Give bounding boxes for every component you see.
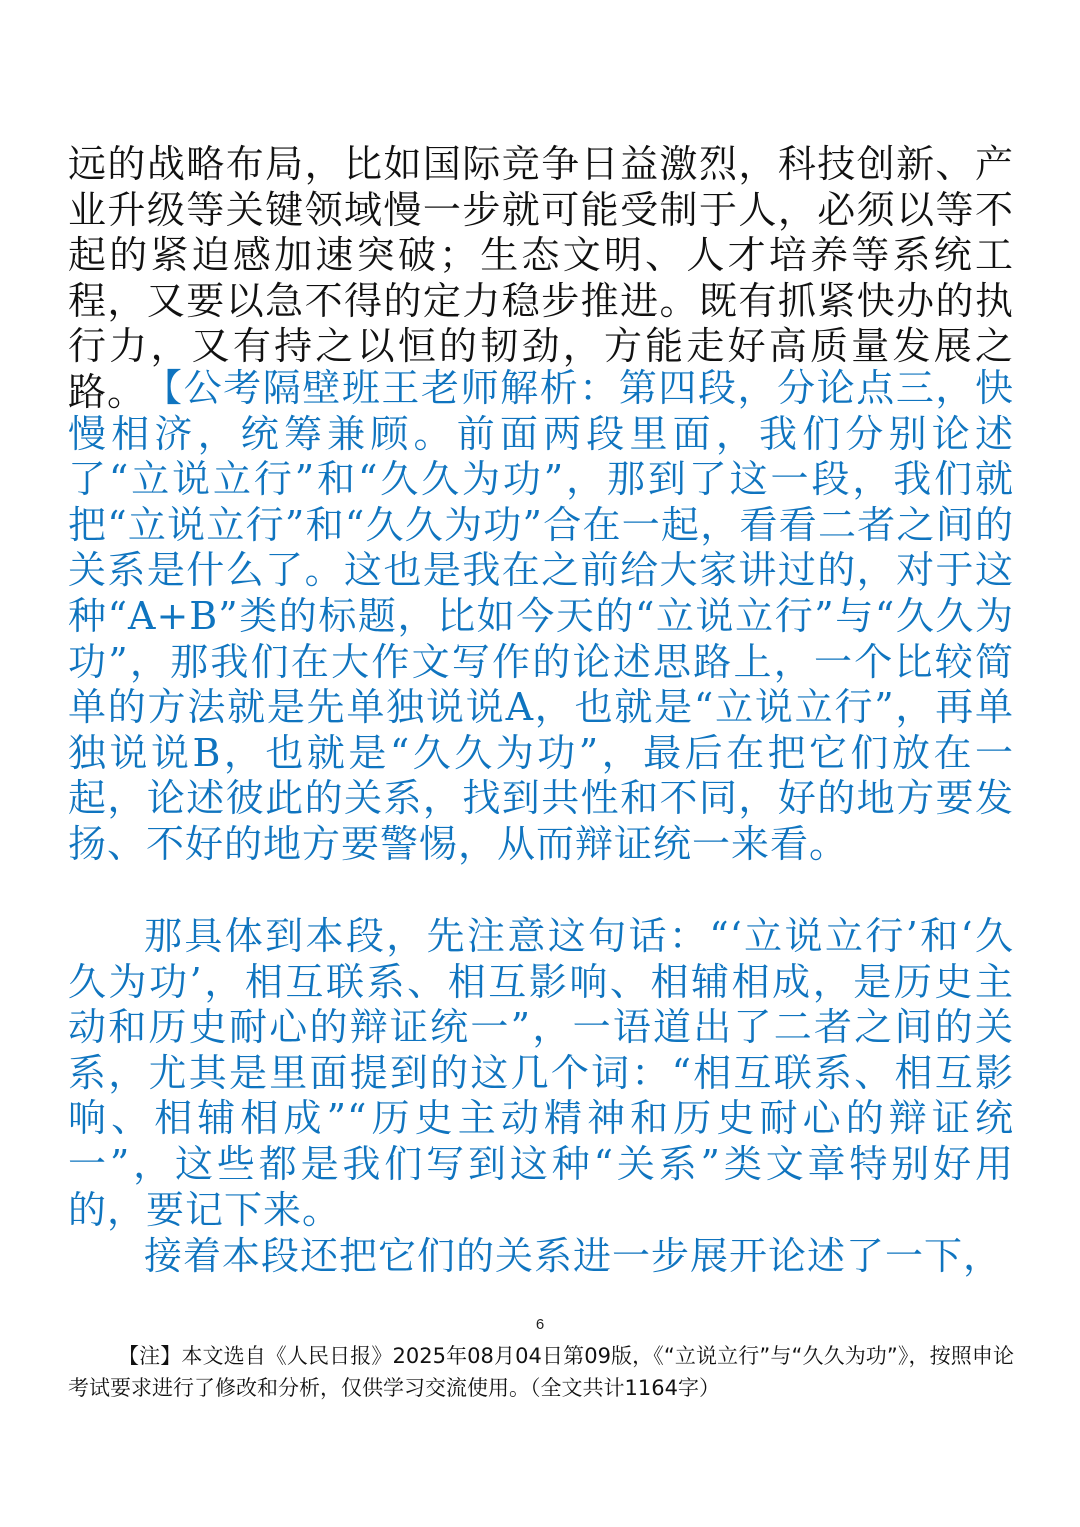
source-note: 【注】本文选自《人民日报》2025年08月04日第09版，《“立说立行”与“久久为功”》，按照申论考试要求进行了修改和分析，仅供学习交流使用。（全文共计1164字） (68, 1344, 1014, 1400)
analysis-paragraph-2: 那具体到本段，先注意这句话：“‘立说立行’和‘久久为功’，相互联系、相互影响、相辅相成，是历史主动和历史耐心的辩证统一”，一语道出了二者之间的关系，尤其是里面提到的这几个词：“相互联系、相互影响、相辅相成”“历史主动精神和历史耐心的辩证统一”，这些都是我们写到这种“关系”类文章特别好用的，要记下来。 (68, 914, 1014, 1232)
analysis-paragraph-1: 【公考隔壁班王老师解析：第四段，分论点三，快慢相济，统筹兼顾。前面两段里面，我们分别论述了“立说立行”和“久久为功”，那到了这一段，我们就把“立说立行”和“久久为功”合在一起，看看二者之间的关系是什么了。这也是我在之前给大家讲过的，对于这种“A+B”类的标题，比如今天的“立说立行”与“久久为功”，那我们在大作文写作的论述思路上，一个比较简单的方法就是先单独说说A，也就是“立说立行”，再单独说说B，也就是“久久为功”，最后在把它们放在一起，论述彼此的关系，找到共性和不同，好的地方要发扬、不好的地方要警惕，从而辩证统一来看。 (68, 366, 1014, 866)
page-number: 6 (535, 1316, 545, 1333)
body-paragraph: 远的战略布局，比如国际竞争日益激烈，科技创新、产业升级等关键领域慢一步就可能受制于人，必须以等不起的紧迫感加速突破；生态文明、人才培养等系统工程，又要以急不得的定力稳步推进。既有抓紧快办的执行力，又有持之以恒的韧劲，方能走好高质量发展之路。 (68, 142, 1014, 414)
analysis-paragraph-3: 接着本段还把它们的关系进一步展开论述了一下， (144, 1234, 1003, 1278)
